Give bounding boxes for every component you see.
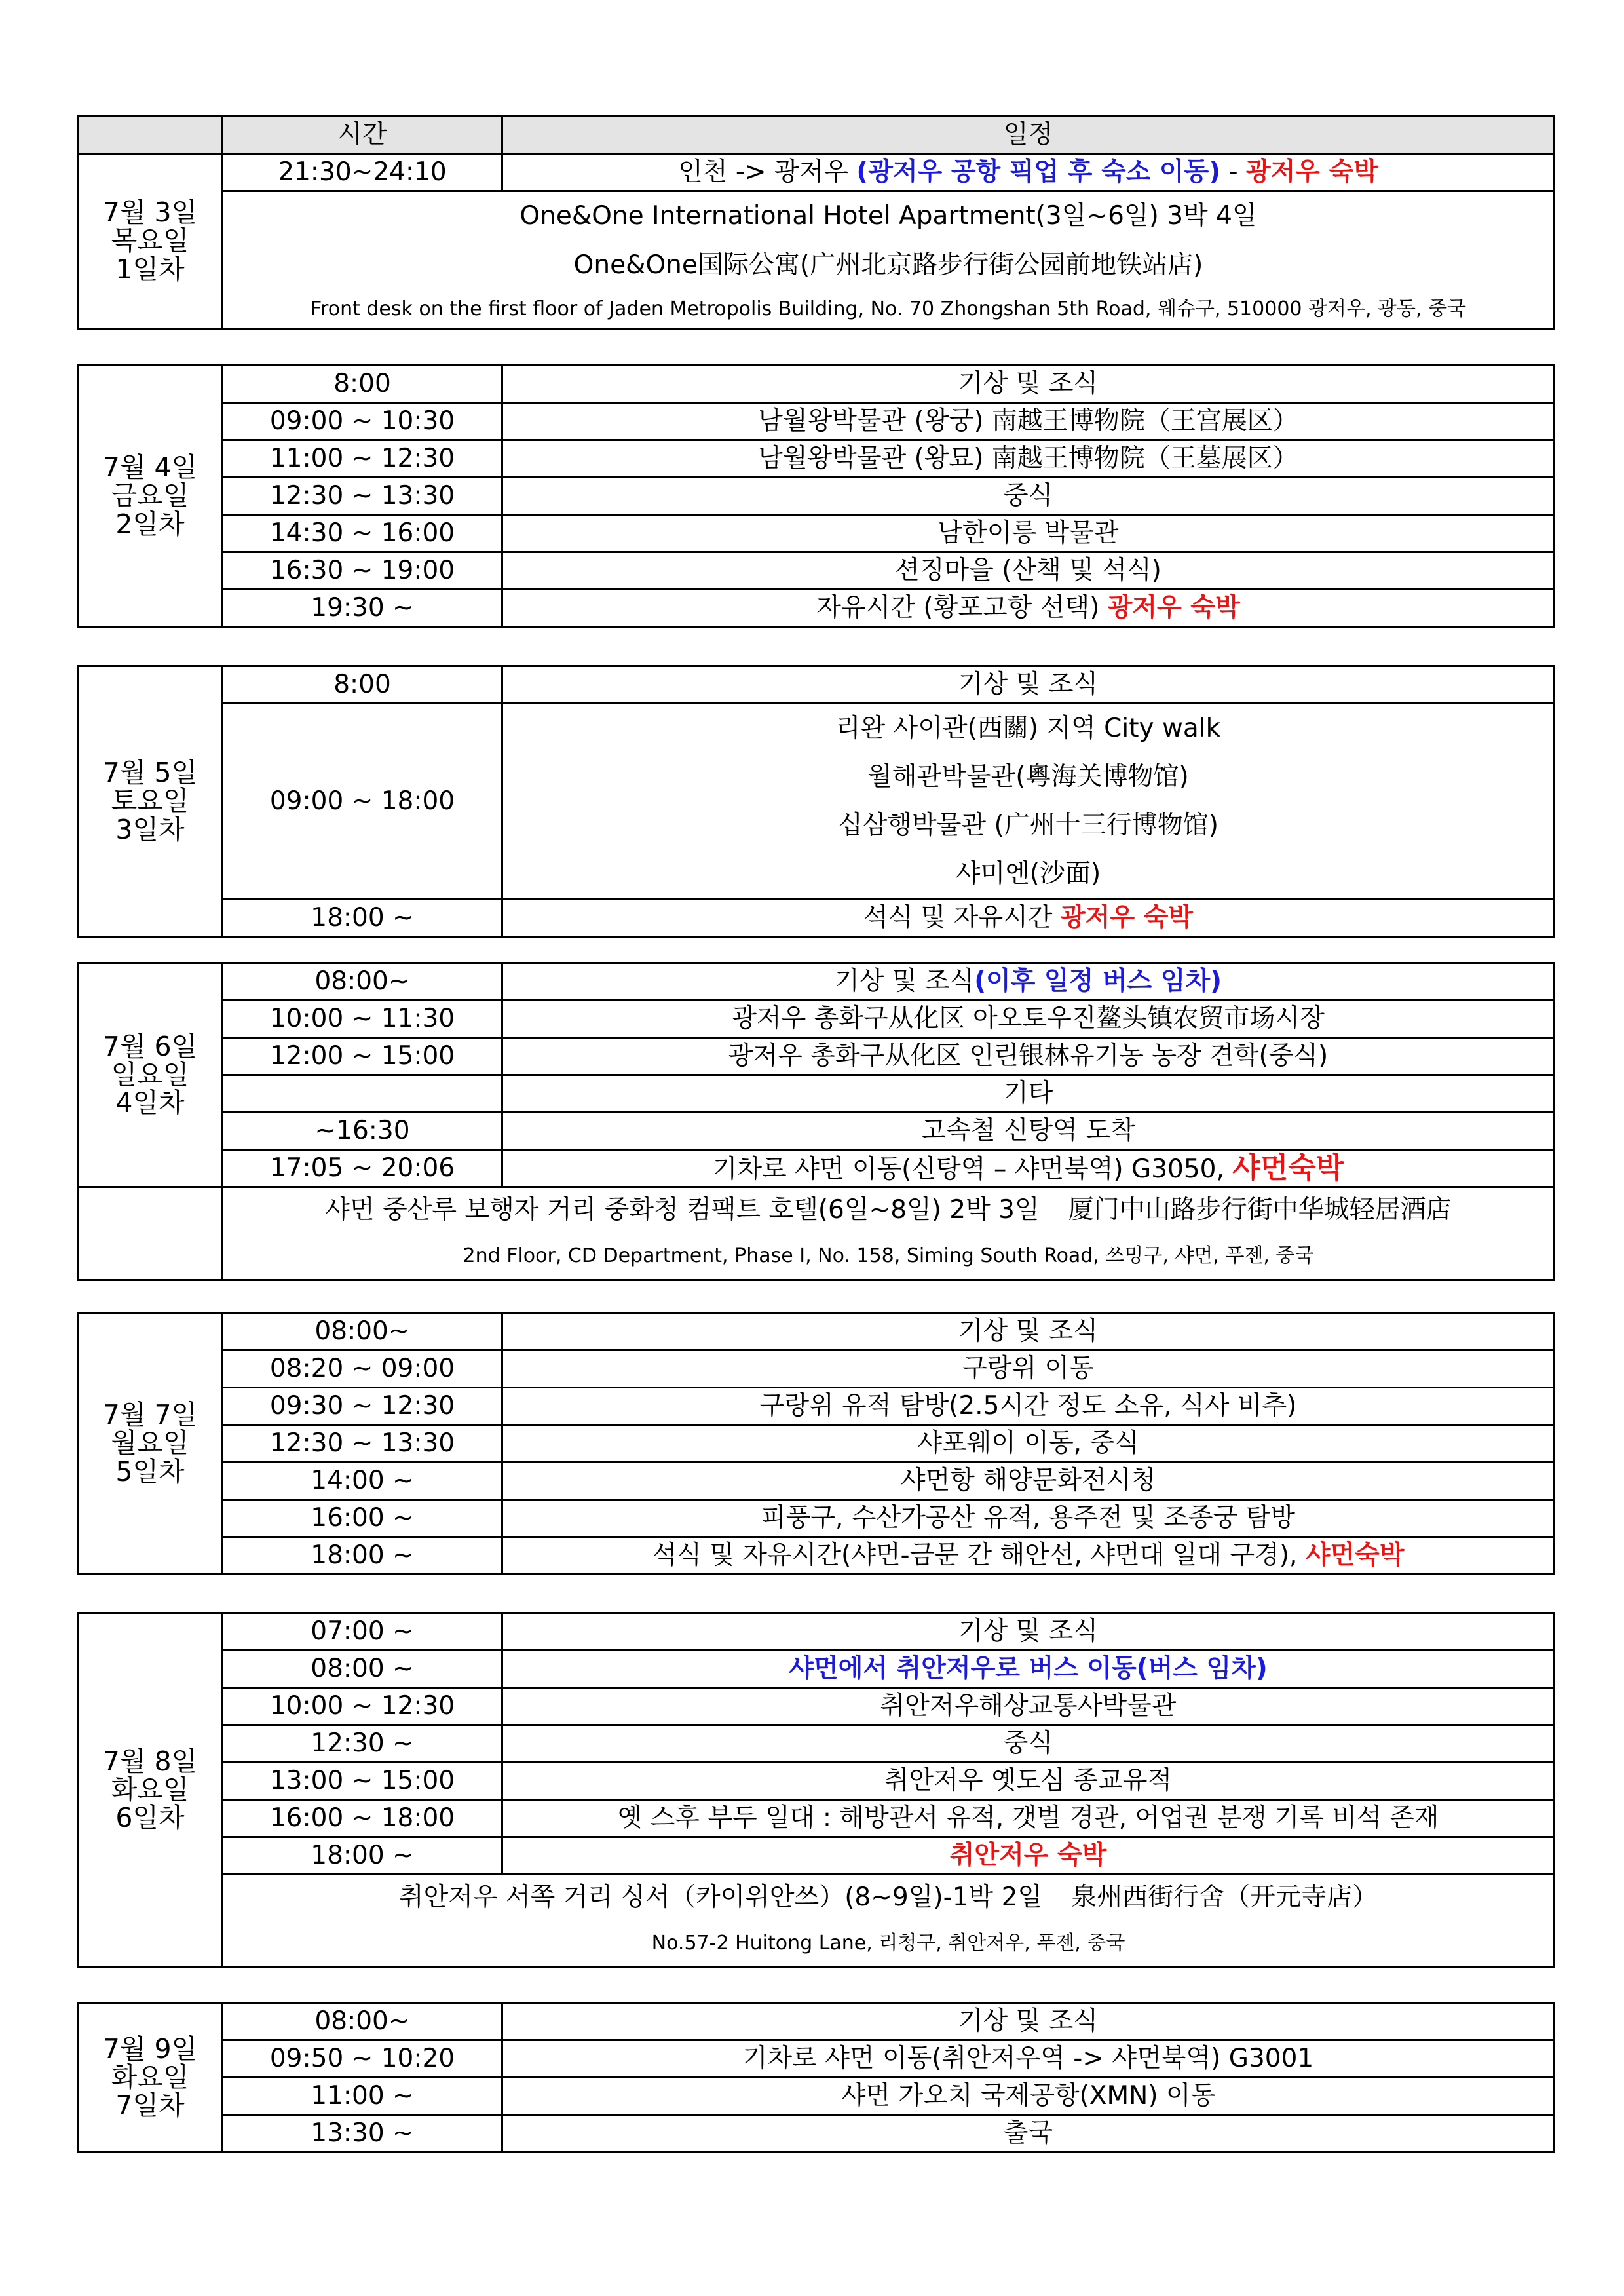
activity-highlight-red: 광저우 숙박 [1060,902,1193,932]
activity-cell: 구랑위 이동 [502,1350,1555,1388]
activity-cell: 기상 및 조식 [502,2003,1555,2040]
time-cell: 09:30 ~ 12:30 [223,1388,502,1425]
time-cell: 12:00 ~ 15:00 [223,1038,502,1075]
time-cell: 13:00 ~ 15:00 [223,1763,502,1800]
hotel-name-cell [223,1875,1555,1921]
activity-cell [502,900,1555,937]
time-cell: 10:00 ~ 11:30 [223,1001,502,1038]
activity-cell: 옛 스후 부두 일대 : 해방관서 유적, 갯벌 경관, 어업권 분쟁 기록 비석 존재 [502,1800,1555,1837]
time-cell: 09:00 ~ 10:30 [223,403,502,440]
activity-cell [502,1150,1555,1187]
hotel-name: 샤먼 중산루 보행자 거리 중화청 컴팩트 호텔(6일~8일) 2박 3일 [325,1195,1040,1225]
activity-cell: 샤먼에서 취안저우로 버스 이동(버스 임차) [502,1651,1555,1688]
day-weekday: 목요일 [111,225,189,257]
activity-cell: 취안저우 숙박 [502,1837,1555,1875]
day-weekday: 화요일 [111,1773,189,1805]
day-cell [78,666,223,937]
time-cell: 08:20 ~ 09:00 [223,1350,502,1388]
time-cell: 07:00 ~ [223,1613,502,1651]
day-cell [78,1313,223,1575]
time-cell: 09:50 ~ 10:20 [223,2040,502,2078]
activity-cell: 기상 및 조식 [502,366,1555,403]
day-date: 7월 4일 [102,451,198,484]
activity-cell [502,154,1555,191]
time-cell: ~16:30 [223,1113,502,1150]
activity-text: 기상 및 조식 [835,966,975,996]
activity-cell: 션징마을 (산책 및 석식) [502,552,1555,590]
day-weekday: 화요일 [111,2061,189,2093]
hotel-address: 2nd Floor, CD Department, Phase I, No. 158, Siming South Road, 쓰밍구, 샤먼, 푸젠, 중국 [223,1233,1555,1280]
day-weekday: 금요일 [111,480,189,512]
time-cell: 18:00 ~ [223,900,502,937]
activity-cell: 기차로 샤먼 이동(취안저우역 -> 샤먼북역) G3001 [502,2040,1555,2078]
day-number: 7일차 [115,2090,185,2122]
time-cell: 11:00 ~ 12:30 [223,440,502,478]
activity-cell: 샤먼 가오치 국제공항(XMN) 이동 [502,2078,1555,2115]
activity-highlight-red: 광저우 숙박 [1107,592,1240,622]
day-date: 7월 7일 [102,1399,198,1431]
time-cell [223,1075,502,1113]
header-time: 시간 [223,117,502,154]
day-weekday: 일요일 [111,1058,189,1090]
time-cell: 8:00 [223,666,502,704]
activity-line: 십삼행박물관 (广州十三行博物馆) [838,811,1218,840]
header-schedule: 일정 [502,117,1555,154]
time-cell: 8:00 [223,366,502,403]
time-cell: 18:00 ~ [223,1537,502,1575]
time-cell: 11:00 ~ [223,2078,502,2115]
day-cell [78,154,223,329]
day-cell [78,2003,223,2152]
day-date: 7월 8일 [102,1745,198,1777]
activity-cell [502,1537,1555,1575]
activity-cell: 남월왕박물관 (왕묘) 南越王博物院（王墓展区） [502,440,1555,478]
activity-cell: 기상 및 조식 [502,666,1555,704]
activity-highlight-blue: (이후 일정 버스 임차) [974,966,1222,996]
day-date: 7월 6일 [102,1030,198,1062]
hotel-name: 취안저우 서쪽 거리 싱서（카이위안쓰）(8~9일)-1박 2일 [398,1882,1043,1912]
time-cell: 10:00 ~ 12:30 [223,1688,502,1725]
activity-cell: 취안저우해상교통사박물관 [502,1688,1555,1725]
activity-cell: 기타 [502,1075,1555,1113]
header-day-cell [78,117,223,154]
time-cell: 19:30 ~ [223,590,502,627]
activity-cell: 광저우 총화구从化区 인린银林유기농 농장 견학(중식) [502,1038,1555,1075]
activity-highlight-red: 광저우 숙박 [1245,157,1378,187]
hotel-name: One&One International Hotel Apartment(3일~6일) 3박 4일 [223,191,1555,241]
schedule-table-day7 [77,2002,1555,2153]
time-cell: 08:00~ [223,963,502,1001]
activity-text: 석식 및 자유시간 [863,902,1061,932]
activity-text: - [1220,157,1246,187]
time-cell: 17:05 ~ 20:06 [223,1150,502,1187]
activity-cell: 광저우 총화구从化区 아오토우진鳌头镇农贸市场시장 [502,1001,1555,1038]
day-date: 7월 9일 [102,2033,198,2065]
day-number: 5일차 [115,1455,185,1487]
activity-text: 자유시간 (황포고항 선택) [816,592,1108,622]
activity-cell: 남한이릉 박물관 [502,515,1555,552]
time-cell: 16:30 ~ 19:00 [223,552,502,590]
hotel-address: Front desk on the first floor of Jaden Metropolis Building, No. 70 Zhongshan 5th Road, 웨슈구, 510000 광저우, 광동, 중국 [223,291,1555,329]
activity-line: 월해관박물관(粵海关博物馆) [867,762,1189,792]
activity-cell [502,590,1555,627]
activity-cell: 샤먼항 해양문화전시청 [502,1463,1555,1500]
activity-cell: 기상 및 조식 [502,1313,1555,1350]
hotel-name-cell [223,1187,1555,1233]
activity-text: 기차로 샤먼 이동(신탕역 – 샤먼북역) G3050, [712,1154,1233,1184]
time-cell: 12:30 ~ 13:30 [223,1425,502,1463]
activity-cell: 샤포웨이 이동, 중식 [502,1425,1555,1463]
activity-cell: 구랑위 유적 탐방(2.5시간 정도 소유, 식사 비추) [502,1388,1555,1425]
day-cell [78,366,223,627]
time-cell: 16:00 ~ [223,1500,502,1537]
activity-text: 인천 -> 광저우 [678,157,857,187]
time-cell: 08:00 ~ [223,1651,502,1688]
activity-cell: 피풍구, 수산가공산 유적, 용주전 및 조종궁 탐방 [502,1500,1555,1537]
day-cell [78,963,223,1187]
day-cell-continued [78,1187,223,1280]
activity-cell: 고속철 신탕역 도착 [502,1113,1555,1150]
time-cell: 18:00 ~ [223,1837,502,1875]
activity-line: 샤미엔(沙面) [955,859,1101,889]
time-cell: 08:00~ [223,1313,502,1350]
time-cell: 12:30 ~ [223,1725,502,1763]
day-weekday: 월요일 [111,1427,189,1459]
day-weekday: 토요일 [111,785,189,817]
time-cell: 16:00 ~ 18:00 [223,1800,502,1837]
day-cell [78,1613,223,1967]
activity-cell [502,963,1555,1001]
schedule-table-day6 [77,1612,1555,1968]
activity-cell: 취안저우 옛도심 종교유적 [502,1763,1555,1800]
day-date: 7월 3일 [102,197,198,229]
time-cell: 14:30 ~ 16:00 [223,515,502,552]
schedule-table-day2 [77,364,1555,628]
activity-line: 리완 사이관(西關) 지역 City walk [835,714,1221,743]
schedule-table-day1 [77,115,1555,330]
schedule-table-day4 [77,962,1555,1281]
hotel-address: No.57-2 Huitong Lane, 리청구, 취안저우, 푸젠, 중국 [223,1921,1555,1967]
activity-cell [502,704,1555,900]
hotel-name-zh: 泉州西街行舍（开元寺店） [1071,1882,1378,1912]
day-number: 2일차 [115,508,185,540]
time-cell: 12:30 ~ 13:30 [223,478,502,515]
time-cell: 08:00~ [223,2003,502,2040]
day-number: 1일차 [115,253,185,285]
activity-cell: 기상 및 조식 [502,1613,1555,1651]
activity-cell: 남월왕박물관 (왕궁) 南越王博物院（王宫展区） [502,403,1555,440]
activity-cell: 중식 [502,478,1555,515]
time-cell: 21:30~24:10 [223,154,502,191]
activity-cell: 중식 [502,1725,1555,1763]
activity-highlight-red: 샤먼숙박 [1232,1151,1344,1185]
day-number: 3일차 [115,813,185,845]
day-number: 4일차 [115,1087,185,1119]
time-cell: 09:00 ~ 18:00 [223,704,502,900]
time-cell: 14:00 ~ [223,1463,502,1500]
schedule-table-day5 [77,1312,1555,1575]
activity-text: 석식 및 자유시간(샤먼-금문 간 해안선, 샤먼대 일대 구경), [652,1540,1306,1570]
schedule-table-day3 [77,665,1555,938]
hotel-name-zh: 厦门中山路步行街中华城轻居酒店 [1068,1195,1452,1225]
activity-highlight-red: 샤먼숙박 [1305,1540,1405,1570]
activity-cell: 출국 [502,2115,1555,2152]
hotel-name-zh: One&One国际公寓(广州北京路步行街公园前地铁站店) [223,241,1555,291]
day-date: 7월 5일 [102,757,198,789]
day-number: 6일차 [115,1802,185,1834]
activity-highlight-blue: (광저우 공항 픽업 후 숙소 이동) [856,157,1221,187]
time-cell: 13:30 ~ [223,2115,502,2152]
